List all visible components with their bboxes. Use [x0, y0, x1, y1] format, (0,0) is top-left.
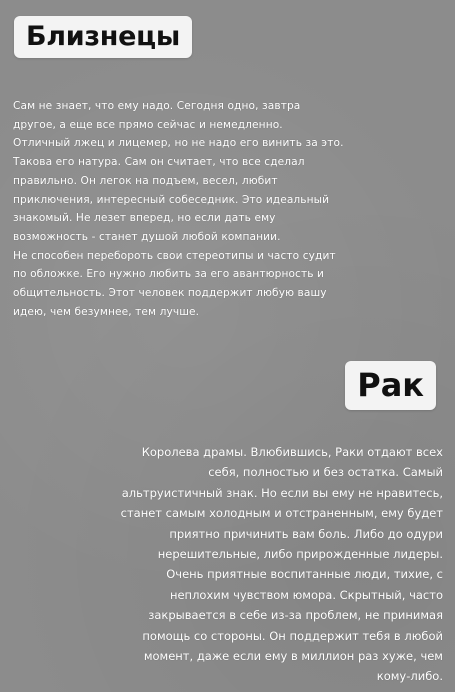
gemini-text-line: Отличный лжец и лицемер, но не надо его винить за это.: [13, 137, 344, 150]
cancer-text-line: себя, полностью и без остатка. Самый: [208, 465, 443, 480]
gemini-text-line: приключения, интересный собеседник. Это идеальный: [13, 193, 330, 206]
gemini-text-line: другое, а еще все прямо сейчас и немедленно.: [13, 118, 283, 131]
gemini-text-line: по обложке. Его нужно любить за его авантюрность и: [13, 268, 325, 281]
gemini-text-line: Сам не знает, что ему надо. Сегодня одно, завтра: [13, 100, 301, 112]
gemini-text-line: общительность. Этот человек поддержит любую вашу: [13, 287, 327, 300]
cancer-text-line: помощь со стороны. Он поддержит тебя в любой: [142, 628, 443, 643]
cancer-text-line: Очень приятные воспитанные люди, тихие, с: [166, 567, 443, 582]
gemini-title-label: Близнецы: [14, 16, 192, 58]
cancer-title-label: Рак: [345, 361, 436, 410]
cancer-description: [18, 442, 443, 687]
cancer-text-line: нерешительные, либо прирожденные лидеры.: [157, 547, 443, 562]
gemini-text-line: Не способен перебороть свои стереотипы и часто судит: [13, 249, 336, 262]
gemini-text-line: возможность - станет душой любой компании.: [13, 230, 281, 243]
cancer-text-line: кому-либо.: [376, 669, 443, 684]
cancer-text-line: приятно причинить вам боль. Либо до одури: [169, 526, 443, 541]
gemini-text-line: идею, чем безумнее, тем лучше.: [13, 305, 200, 318]
cancer-text-line: Королева драмы. Влюбившись, Раки отдают всех: [141, 445, 443, 459]
cancer-text-line: момент, даже если ему в миллион раз хуже, чем: [143, 649, 443, 664]
cancer-text-line: альтруистичный знак. Но если вы ему не нравитесь,: [121, 485, 443, 500]
gemini-text-line: Такова его натура. Сам он считает, что все сделал: [13, 156, 305, 169]
cancer-text-line: закрывается в себе из-за проблем, не принимая: [148, 608, 443, 623]
gemini-text-line: знакомый. Не лезет вперед, но если дать ему: [13, 212, 276, 225]
cancer-text-line: неплохим чувством юмора. Скрытный, часто: [169, 587, 443, 602]
cancer-text-line: станет самым холодным и отстраненным, ему будет: [120, 506, 443, 521]
gemini-description: [13, 97, 443, 321]
gemini-text-line: правильно. Он легок на подъем, весел, любит: [13, 174, 278, 187]
